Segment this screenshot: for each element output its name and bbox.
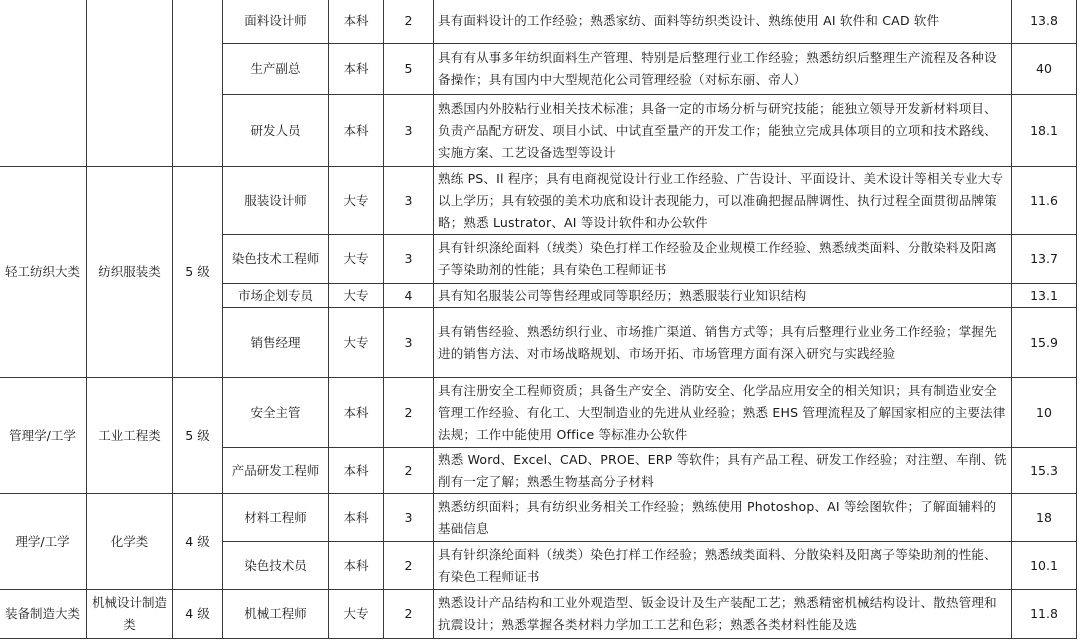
requirement-cell: 具有销售经验、熟悉纺织行业、市场推广渠道、销售方式等；具有后整理行业业务工作经验；掌握先进的销售方法、对市场战略规划、市场开拓、市场管理方面有深入研究与实践经验 [434,308,1012,378]
major-cell: 机械设计制造类 [87,590,173,639]
requirement-cell: 熟悉 Word、Excel、CAD、PROE、ERP 等软件；具有产品工程、研发工作经验；对注塑、车削、铣削有一定了解；熟悉生物基高分子材料 [434,448,1012,494]
position-cell: 市场企划专员 [223,284,329,308]
position-cell: 安全主管 [223,378,329,448]
requirement-cell: 具有针织涤纶面料（绒类）染色打样工作经验；熟悉绒类面料、分散染料及阳离子等染助剂的性能、有染色工程师证书 [434,542,1012,590]
requirement-cell: 熟悉纺织面料；具有纺织业务相关工作经验；熟练使用 Photoshop、AI 等绘图软件；了解面辅料的基础信息 [434,494,1012,542]
education-cell: 本科 [329,0,384,44]
position-cell: 机械工程师 [223,590,329,639]
count-cell: 2 [384,448,434,494]
major-cell: 化学类 [87,494,173,590]
salary-cell: 11.6 [1012,167,1077,235]
salary-cell: 18.1 [1012,95,1077,167]
count-cell: 3 [384,235,434,284]
count-cell: 2 [384,0,434,44]
position-cell: 研发人员 [223,95,329,167]
category-cell [0,0,87,167]
level-cell: 5 级 [173,378,223,494]
salary-cell: 15.3 [1012,448,1077,494]
requirement-cell: 具有面料设计的工作经验；熟悉家纺、面料等纺织类设计、熟练使用 AI 软件和 CAD 软件 [434,0,1012,44]
education-cell: 本科 [329,44,384,95]
category-cell: 装备制造大类 [0,590,87,639]
count-cell: 2 [384,542,434,590]
position-cell: 面料设计师 [223,0,329,44]
education-cell: 本科 [329,378,384,448]
count-cell: 3 [384,95,434,167]
education-cell: 大专 [329,308,384,378]
education-cell: 大专 [329,235,384,284]
count-cell: 3 [384,494,434,542]
count-cell: 4 [384,284,434,308]
position-cell: 产品研发工程师 [223,448,329,494]
count-cell: 5 [384,44,434,95]
requirement-cell: 具有有从事多年纺织面料生产管理、特别是后整理行业工作经验；熟悉纺织后整理生产流程及各种设备操作；具有国内中大型规范化公司管理经验（对标东丽、帝人） [434,44,1012,95]
position-cell: 染色技术工程师 [223,235,329,284]
table-row [0,378,1077,448]
education-cell: 大专 [329,167,384,235]
salary-cell: 10.1 [1012,542,1077,590]
position-cell: 染色技术员 [223,542,329,590]
count-cell: 2 [384,590,434,639]
salary-cell: 11.8 [1012,590,1077,639]
education-cell: 本科 [329,448,384,494]
category-cell: 轻工纺织大类 [0,167,87,378]
count-cell: 3 [384,167,434,235]
table-row [0,590,1077,639]
requirement-cell: 熟练 PS、Il 程序；具有电商视觉设计行业工作经验、广告设计、平面设计、美术设计等相关专业大专以上学历；具有较强的美术功底和设计表现能力，可以准确把握品牌调性、执行过程全面贯彻品牌策略；熟悉 Lustrator、AI 等设计软件和办公软件 [434,167,1012,235]
count-cell: 2 [384,378,434,448]
level-cell: 5 级 [173,167,223,378]
education-cell: 本科 [329,542,384,590]
requirement-cell: 具有针织涤纶面料（绒类）染色打样工作经验及企业规模工作经验、熟悉绒类面料、分散染料及阳离子等染助剂的性能；具有染色工程师证书 [434,235,1012,284]
salary-cell: 13.7 [1012,235,1077,284]
position-cell: 材料工程师 [223,494,329,542]
salary-cell: 15.9 [1012,308,1077,378]
salary-cell: 40 [1012,44,1077,95]
level-cell: 4 级 [173,590,223,639]
education-cell: 本科 [329,494,384,542]
requirement-cell: 具有知名服装公司等售经理或同等职经历；熟悉服装行业知识结构 [434,284,1012,308]
salary-cell: 10 [1012,378,1077,448]
category-cell: 理学/工学 [0,494,87,590]
requirement-cell: 熟悉国内外胶粘行业相关技术标准；具备一定的市场分析与研究技能；能独立领导开发新材料项目、负责产品配方研发、项目小试、中试直至量产的开发工作；能独立完成具体项目的立项和技术路线、实施方案、工艺设备选型等设计 [434,95,1012,167]
position-cell: 销售经理 [223,308,329,378]
education-cell: 大专 [329,590,384,639]
table-row [0,0,1077,44]
major-cell: 纺织服装类 [87,167,173,378]
category-cell: 管理学/工学 [0,378,87,494]
salary-cell: 13.1 [1012,284,1077,308]
position-cell: 生产副总 [223,44,329,95]
salary-cell: 18 [1012,494,1077,542]
major-cell [87,0,173,167]
salary-cell: 13.8 [1012,0,1077,44]
table-row [0,167,1077,235]
education-cell: 大专 [329,284,384,308]
requirement-cell: 熟悉设计产品结构和工业外观造型、钣金设计及生产装配工艺；熟悉精密机械结构设计、散热管理和抗震设计；熟悉掌握各类材料力学加工工艺和色彩；熟悉各类材料性能及选 [434,590,1012,639]
level-cell [173,0,223,167]
major-cell: 工业工程类 [87,378,173,494]
position-cell: 服装设计师 [223,167,329,235]
education-cell: 本科 [329,95,384,167]
requirement-cell: 具有注册安全工程师资质；具备生产安全、消防安全、化学品应用安全的相关知识；具有制造业安全管理工作经验、有化工、大型制造业的先进从业经验；熟悉 EHS 管理流程及了解国家相应的主要法律法规；工作中能使用 Office 等标准办公软件 [434,378,1012,448]
table-row [0,494,1077,542]
count-cell: 3 [384,308,434,378]
level-cell: 4 级 [173,494,223,590]
